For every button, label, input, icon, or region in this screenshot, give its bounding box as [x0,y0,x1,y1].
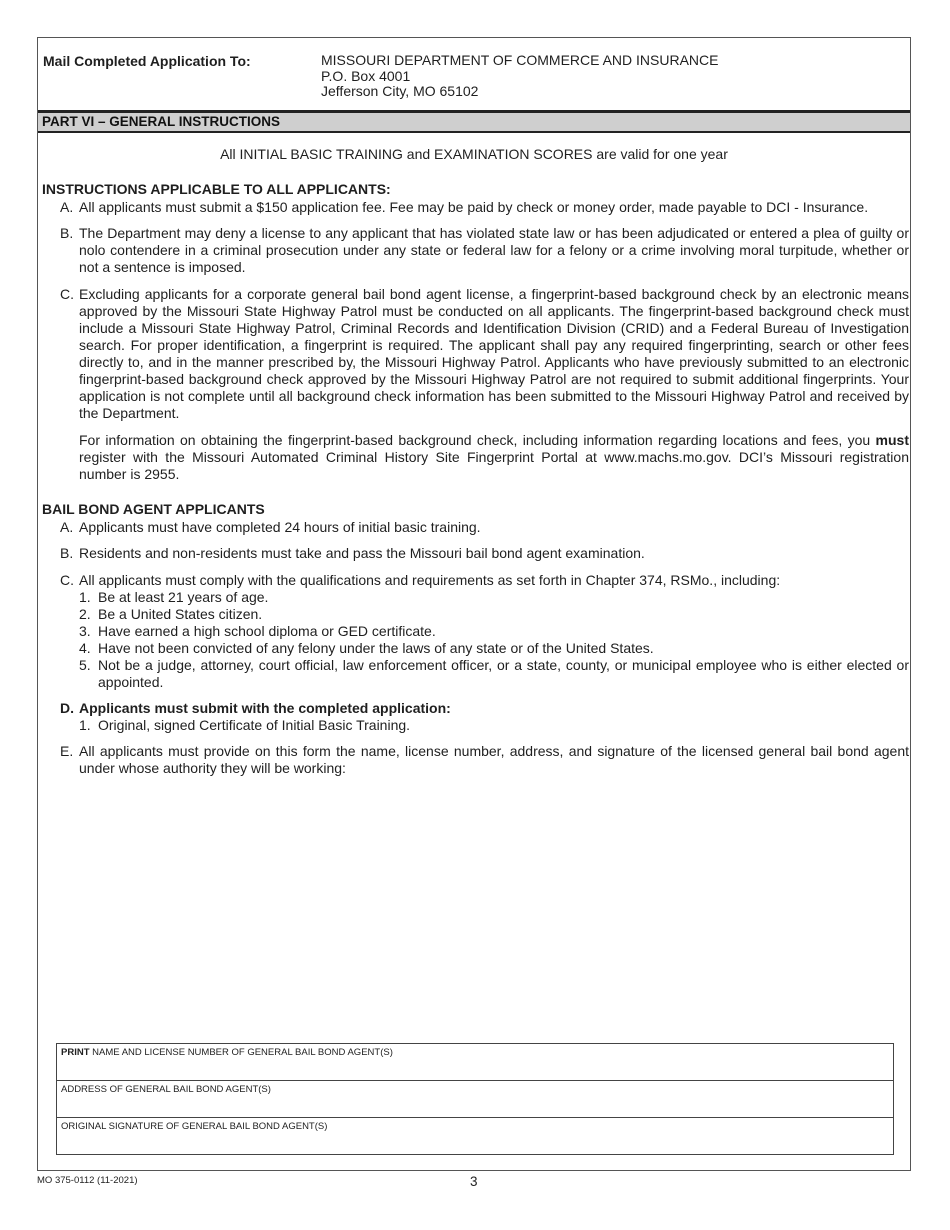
item-text: Residents and non-residents must take and pass the Missouri bail bond agent examination. [79,545,645,561]
item-letter: C. [60,572,74,588]
bail-item-b [60,545,909,562]
address-line: Jefferson City, MO 65102 [321,83,479,99]
form-number: MO 375-0112 (11-2021) [37,1175,138,1186]
bail-item-e [60,743,909,777]
agent-signature-field[interactable] [57,1118,893,1155]
qualification-list [79,589,909,691]
part-header-title: PART VI – GENERAL INSTRUCTIONS [42,114,281,129]
list-item: 4. Have not been convicted of any felony under the laws of any state or of the United States. [79,640,654,656]
bail-item-d [60,700,909,734]
list-item: 3. Have earned a high school diploma or GED certificate. [79,623,436,639]
item-letter: A. [60,199,74,215]
list-item: 2. Be a United States citizen. [79,606,263,622]
mail-to-label: Mail Completed Application To: [43,53,251,69]
item-letter: B. [60,225,74,241]
agent-address-field[interactable] [57,1081,893,1118]
item-text: Applicants must submit with the completed application: [79,700,451,716]
field-label: PRINT NAME AND LICENSE NUMBER OF GENERAL BAIL BOND AGENT(S) [61,1047,393,1058]
form-page [37,37,911,1171]
validity-note: All INITIAL BASIC TRAINING and EXAMINATION SCORES are valid for one year [220,146,728,162]
list-item: 1. Original, signed Certificate of Initial Basic Training. [79,717,411,733]
item-letter: E. [60,743,74,759]
mailing-address [321,53,718,100]
item-letter: B. [60,545,74,561]
note-text: register with the Missouri Automated Criminal History Site Fingerprint Portal at www.machs.mo.gov. DCI’s Missouri registration number is 2955. [79,449,909,482]
all-applicants-heading: INSTRUCTIONS APPLICABLE TO ALL APPLICANTS: [42,181,391,197]
item-letter: D. [60,700,74,716]
all-item-b [60,225,909,276]
bail-item-a [60,519,909,536]
address-line: P.O. Box 4001 [321,67,411,84]
agent-signature-box [56,1043,894,1155]
page-number: 3 [470,1174,478,1189]
fingerprint-portal-note [60,432,909,483]
agent-name-license-field[interactable] [57,1044,893,1081]
item-letter: A. [60,519,74,535]
list-item: 5. Not be a judge, attorney, court official, law enforcement officer, or a state, county, or municipal employee who is either elected or appointed. [79,657,909,690]
field-label: ORIGINAL SIGNATURE OF GENERAL BAIL BOND AGENT(S) [61,1121,328,1132]
all-item-c [60,286,909,422]
list-item: 1. Be at least 21 years of age. [79,589,269,605]
bail-item-c [60,572,909,691]
part-header [38,110,910,133]
note-emphasis: must [875,432,909,448]
item-text: All applicants must comply with the qualifications and requirements as set forth in Chapter 374, RSMo., including: [79,572,781,588]
item-text: Excluding applicants for a corporate general bail bond agent license, a fingerprint-based background check by an electronic means approved by the Missouri State Highway Patrol must be conducted on all applicants. The fingerprint-based background check must include a Missouri State Highway Patrol, Criminal Records and Identification Division (CRID) and a Federal Bureau of Investigation search. For proper identification, a fingerprint is required. The applicant shall pay any required fingerprinting, search or other fees directly to, and in the manner prescribed by, the Missouri Highway Patrol. Applicants who have previously submitted to an electronic fingerprint-based background check approved by the Missouri Highway Patrol are not required to submit additional fingerprints. Your application is not complete until all background check information has been submitted to the Missouri Highway Patrol and received by the Department. [79,286,909,421]
bail-bond-heading: BAIL BOND AGENT APPLICANTS [42,501,265,517]
address-line: MISSOURI DEPARTMENT OF COMMERCE AND INSURANCE [321,52,719,68]
item-text: All applicants must submit a $150 application fee. Fee may be paid by check or money order, made payable to DCI - Insurance. [79,199,869,215]
all-item-a [60,199,909,216]
item-text: Applicants must have completed 24 hours of initial basic training. [79,519,481,535]
item-text: All applicants must provide on this form the name, license number, address, and signature of the licensed general bail bond agent under whose authority they will be working: [79,743,909,776]
note-text: For information on obtaining the fingerprint-based background check, including information regarding locations and fees, you [79,432,876,448]
item-letter: C. [60,286,74,302]
field-label: ADDRESS OF GENERAL BAIL BOND AGENT(S) [61,1084,271,1095]
submission-list [79,717,909,734]
item-text: The Department may deny a license to any applicant that has violated state law or has been adjudicated or entered a plea of guilty or nolo contendere in a criminal prosecution under any state or federal law for a felony or a crime involving moral turpitude, whether or not a sentence is imposed. [79,225,909,275]
